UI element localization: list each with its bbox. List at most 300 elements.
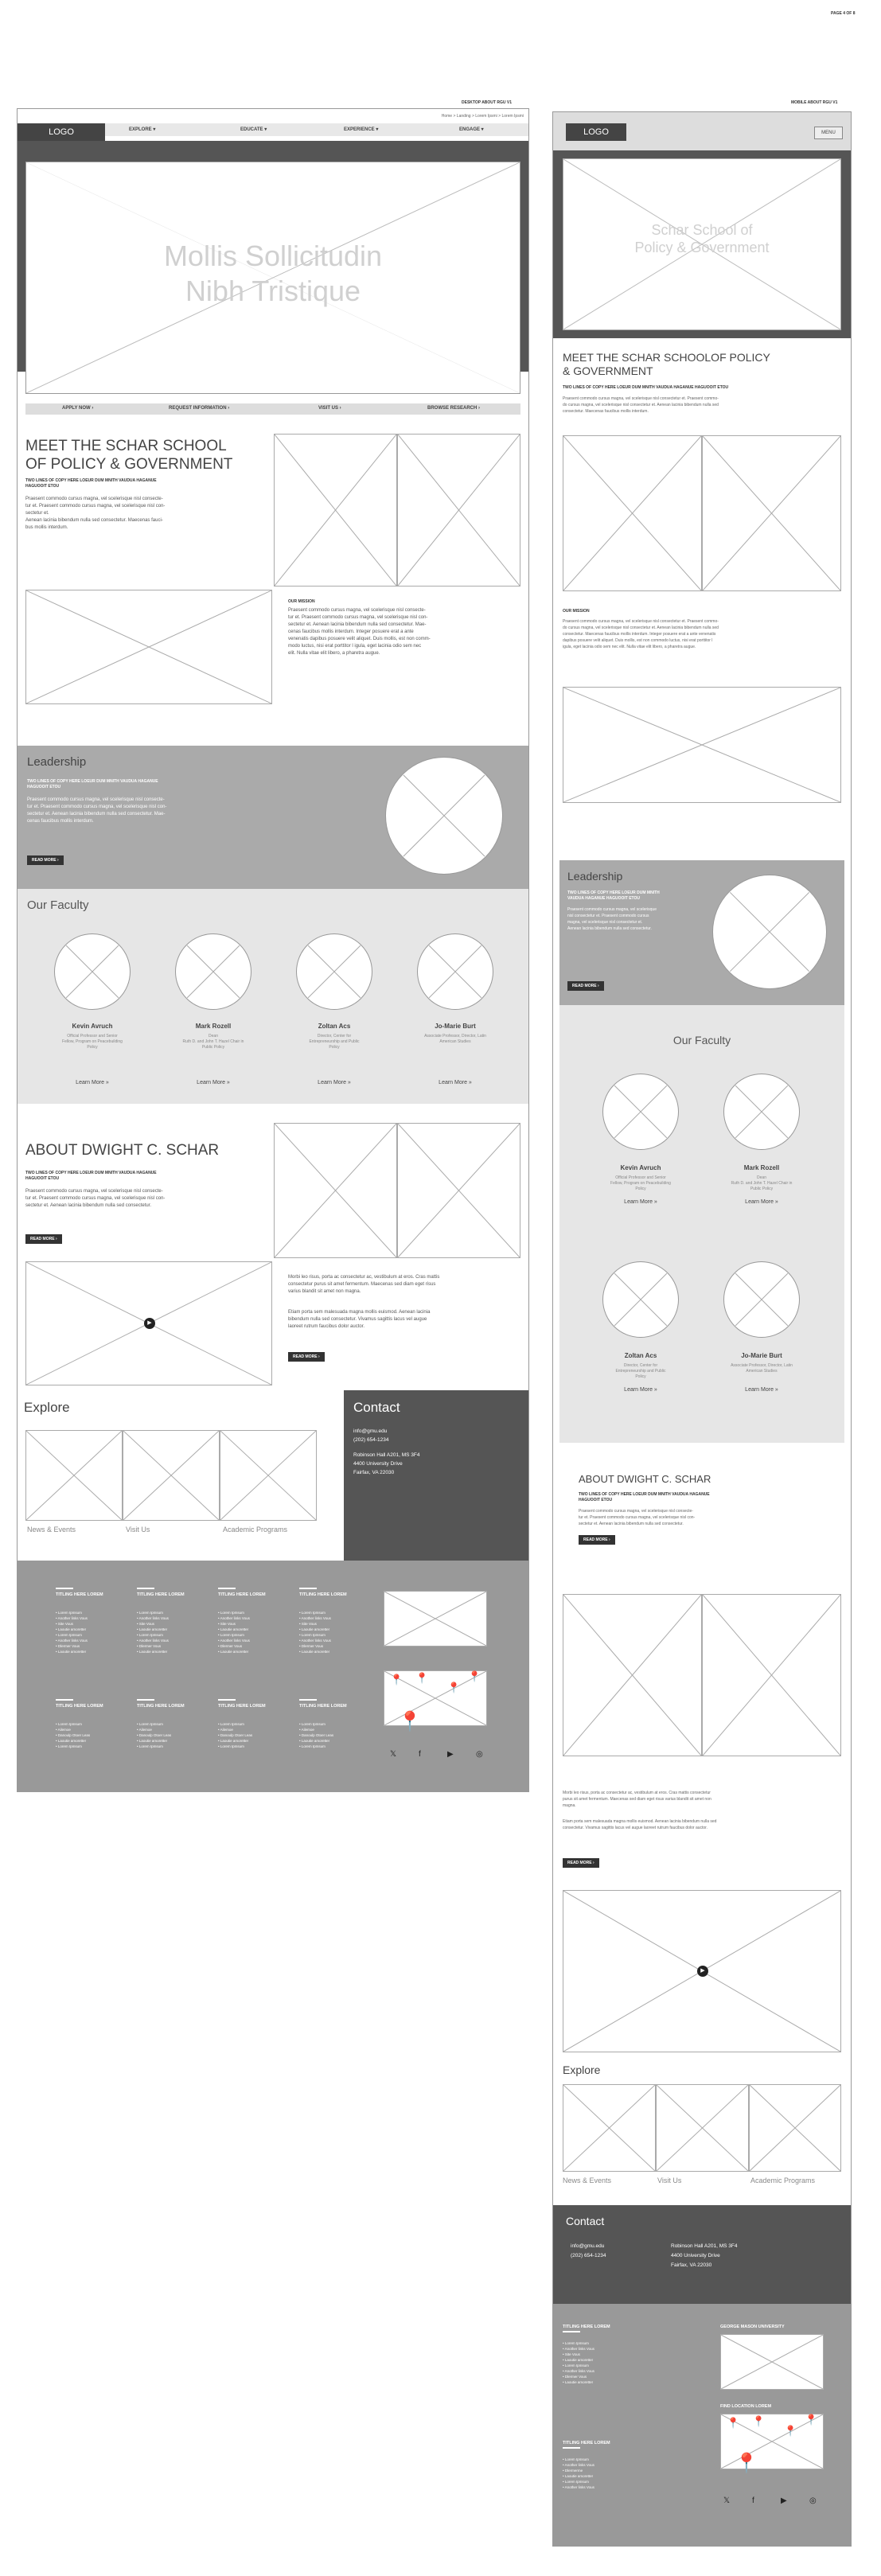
mobile-video[interactable] — [563, 1890, 841, 2052]
footer-column-title: TITLING HERE LOREM — [299, 1704, 347, 1709]
chevron-right-icon: › — [608, 1537, 610, 1542]
mobile-hero-line-2: Policy & Government — [634, 240, 770, 255]
footer-link[interactable]: • Ailemoe — [56, 1727, 103, 1732]
meet-image-1 — [274, 434, 397, 587]
footer-column-title: TITLING HERE LOREM — [137, 1592, 185, 1597]
read-more-label: READ MORE — [293, 1354, 318, 1359]
mobile-explore-news-link[interactable]: News & Events — [563, 2177, 612, 2184]
faculty-role-line: Ruth D. and John T. Hazel Chair in — [731, 1181, 793, 1186]
read-more-label: READ MORE — [32, 858, 57, 863]
faculty-role-line: Entrepreneurship and Public — [309, 1039, 360, 1044]
footer-link[interactable]: • Laoutie amoretter — [218, 1627, 266, 1632]
explore-news-link[interactable]: News & Events — [27, 1526, 76, 1534]
about-video[interactable] — [25, 1261, 272, 1385]
contact-phone[interactable]: (202) 654-1234 — [353, 1437, 389, 1443]
faculty-role-line: Dean — [757, 1175, 766, 1180]
footer-divider — [137, 1588, 154, 1589]
mobile-label: MOBILE ABOUT RGU V1 — [791, 100, 838, 105]
location-pin-icon: 📍 — [735, 2453, 758, 2474]
footer-link[interactable]: • Danoulp Otoer Leas — [56, 1732, 103, 1738]
footer-divider — [299, 1699, 317, 1701]
leadership-title: Leadership — [27, 755, 87, 769]
mobile-logo[interactable]: LOGO — [566, 123, 626, 141]
mobile-about-body-2: tur et. Praesent commodo cursus magna, vel scelerisque nisl con- — [579, 1515, 696, 1520]
mobile-leadership-read-more-button[interactable] — [567, 981, 604, 991]
mobile-meet-title-2: & GOVERNMENT — [563, 364, 653, 377]
faculty-role-line: Policy — [329, 1045, 340, 1050]
video-body-1: Morbi leo risus, porta ac consectetur ac, vestibulum at eros. Cras mattis — [288, 1275, 440, 1280]
faculty-role-line: Public Policy — [750, 1187, 774, 1191]
footer-link[interactable]: • Another links Vous — [299, 1615, 347, 1621]
desktop-frame — [17, 108, 529, 1792]
play-icon[interactable]: ▶ — [144, 1318, 155, 1329]
mission-body-2: tur et. Praesent commodo cursus magna, vel scelerisque nisl con- — [288, 615, 428, 620]
mobile-hero-image — [563, 158, 841, 330]
faculty-learn-more-link[interactable]: Learn More » — [745, 1387, 778, 1393]
faculty-role-line: Entrepreneurship and Public — [615, 1369, 666, 1374]
mobile-about-image-1 — [563, 1594, 702, 1756]
mobile-about-read-more-button[interactable] — [579, 1535, 615, 1545]
map-pin-icon: 📍 — [752, 2415, 766, 2427]
faculty-photo[interactable] — [723, 1074, 800, 1150]
footer-link[interactable]: • Laoutie amoretter — [563, 2357, 610, 2363]
video-body-6: laoreet rutrum faucibus dolor auctor. — [288, 1324, 365, 1329]
faculty-role-line: Fellow, Program on Peacebuilding — [610, 1181, 671, 1186]
contact-email[interactable]: info@gmu.edu — [353, 1428, 388, 1434]
mobile-leadership-title: Leadership — [567, 870, 623, 883]
footer-divider — [218, 1588, 236, 1589]
faculty-photo[interactable] — [602, 1074, 679, 1150]
footer-link[interactable]: • Lorem Ipmsum — [563, 2457, 610, 2462]
footer-link[interactable]: • Laoutie amoretter — [56, 1627, 103, 1632]
instagram-icon[interactable]: ◎ — [476, 1750, 483, 1759]
faculty-learn-more-link[interactable]: Learn More » — [624, 1199, 657, 1205]
twitter-icon[interactable]: 𝕏 — [723, 2496, 731, 2505]
footer-link[interactable]: • Lorem Ipmsum — [218, 1632, 266, 1638]
read-more-label: READ MORE — [567, 1861, 592, 1865]
footer-link[interactable]: • Laoutie amoretter — [218, 1738, 266, 1744]
contact-title: Contact — [353, 1400, 400, 1415]
about-read-more-button[interactable] — [25, 1234, 62, 1244]
meet-title-2: OF POLICY & GOVERNMENT — [25, 456, 233, 473]
footer-link[interactable]: • Lorem Ipmsum — [563, 2479, 610, 2484]
faculty-name: Jo-Marie Burt — [435, 1023, 476, 1030]
footer-link[interactable]: • Laoutie amoretter — [56, 1649, 103, 1654]
mobile-leadership-body-2: nisl consectetur et. Praesent commodo cursus — [567, 914, 649, 918]
footer-link[interactable]: • Another links Vous — [137, 1615, 185, 1621]
youtube-icon[interactable]: ▶ — [781, 2496, 787, 2505]
faculty-role-line: American Studies — [746, 1369, 778, 1374]
contact-address-3: Fairfax, VA 22030 — [353, 1470, 395, 1475]
footer-link[interactable]: • Laoutie amoretter — [137, 1738, 185, 1744]
footer-link[interactable]: • Lorem Ipmsum — [56, 1744, 103, 1749]
mobile-mission-body-3: consectetur. Maecenas faucibus mollis interdum. Integer posuere erat a ante venenatis — [563, 632, 716, 637]
faculty-photo[interactable] — [723, 1261, 800, 1338]
faculty-role-line: Policy — [87, 1045, 98, 1050]
footer-link[interactable]: • Another links Vous — [56, 1638, 103, 1643]
footer-link[interactable]: • Laoutie amoretter — [563, 2473, 610, 2479]
mobile-mission-body-5: igula, eget lacinia odio sem nec elit. Nulla vitae elit libero, a pharetra augue. — [563, 645, 696, 649]
footer-link[interactable]: • Lorem Ipmsum — [137, 1721, 185, 1727]
contact-address-1: Robinson Hall A201, MS 3F4 — [353, 1452, 420, 1458]
meet-sub-2: HAGUOOIT ETOU — [25, 484, 60, 489]
faculty-role-line: Official Professor and Senior — [615, 1175, 666, 1180]
mobile-mission-body-1: Praesent commodo cursus magna, vel scelerisque nisl consectetur et. Praesent commo- — [563, 619, 719, 624]
map-pin-icon: 📍 — [415, 1672, 429, 1684]
footer-link[interactable]: • Dlermer Vous — [218, 1643, 266, 1649]
footer-link[interactable]: • Danoulp Otoer Leas — [299, 1732, 347, 1738]
nav-experience[interactable]: EXPERIENCE ▾ — [344, 127, 379, 132]
video-body-4: Etiam porta sem malesuada magna mollis euismod. Aenean lacinia — [288, 1310, 431, 1315]
footer-link[interactable]: • Laoutie amoretter — [218, 1649, 266, 1654]
map-pin-icon: 📍 — [784, 2425, 797, 2437]
footer-link[interactable]: • Site Vous — [563, 2352, 610, 2357]
map-pin-icon: 📍 — [468, 1670, 481, 1682]
faculty-learn-more-link[interactable]: Learn More » — [745, 1199, 778, 1205]
footer-link[interactable]: • Another links Vous — [563, 2368, 610, 2374]
footer-link[interactable]: • Lorem Ipmsum — [299, 1721, 347, 1727]
mission-body-1: Praesent commodo cursus magna, vel scelerisque nisl consecte- — [288, 608, 426, 613]
mobile-explore-image-3[interactable] — [749, 2084, 841, 2172]
meet-image-2 — [397, 434, 520, 587]
footer-link[interactable]: • Lorem Ipmsum — [56, 1721, 103, 1727]
footer-link[interactable]: • Lorem Ipmsum — [218, 1610, 266, 1615]
footer-link[interactable]: • Another links Vous — [299, 1638, 347, 1643]
leadership-read-more-button[interactable] — [27, 855, 64, 865]
faculty-photo[interactable] — [175, 933, 251, 1010]
mobile-meet-body-1: Praesent commodo cursus magna, vel scelerisque nisl consectetur et. Praesent commo- — [563, 396, 719, 401]
footer-link[interactable]: • Another links Vous — [563, 2462, 610, 2468]
faculty-name: Zoltan Acs — [318, 1023, 351, 1030]
mobile-contact-email[interactable]: info@gmu.edu — [571, 2243, 605, 2249]
chevron-right-icon: › — [592, 1861, 594, 1865]
faculty-role-line: Policy — [635, 1374, 646, 1379]
footer-link[interactable]: • Dlermer Vous — [137, 1643, 185, 1649]
footer-column-title: TITLING HERE LOREM — [137, 1704, 185, 1709]
footer-link[interactable]: • Laoutie amoretter — [563, 2379, 610, 2385]
mobile-hero-line-1: Schar School of — [651, 222, 753, 238]
footer-link[interactable]: • Lorem Ipmsum — [563, 2340, 610, 2346]
map-pin-icon: 📍 — [727, 2417, 740, 2429]
mobile-frame — [552, 111, 852, 2547]
mobile-video-body-2: purus sit amet fermentum. Maecenas sed diam eget risus varius blandit sit amet non — [563, 1797, 711, 1802]
mobile-video-body-4: Etiam porta sem malesuada magna mollis euismod. Aenean lacinia bibendum nulla sed — [563, 1819, 717, 1824]
mobile-video-body-3: magna. — [563, 1803, 576, 1808]
footer-link[interactable]: • Site Vous — [218, 1621, 266, 1627]
mission-body-6: modo luctus, nisi erat porttitor l igula, eget lacinia odio sem nec — [288, 644, 422, 649]
mission-title: OUR MISSION — [288, 599, 315, 604]
map-pin-icon: 📍 — [447, 1682, 461, 1693]
mobile-explore-visit-link[interactable]: Visit Us — [657, 2177, 682, 2184]
mobile-contact-address-2: 4400 University Drive — [671, 2253, 720, 2258]
instagram-icon[interactable]: ◎ — [809, 2496, 817, 2505]
browse-research-link[interactable]: BROWSE RESEARCH › — [427, 406, 481, 411]
footer-link[interactable]: • Danoulp Otoer Leas — [218, 1732, 266, 1738]
mobile-explore-image-1[interactable] — [563, 2084, 656, 2172]
footer-divider — [56, 1588, 73, 1589]
faculty-role-line: American Studies — [439, 1039, 471, 1044]
faculty-role-line: Public Policy — [201, 1045, 225, 1050]
about-image-1 — [274, 1123, 397, 1258]
faculty-learn-more-link[interactable]: Learn More » — [76, 1080, 109, 1085]
hero-image — [25, 162, 520, 394]
hero-line-1: Mollis Sollicitudin — [163, 240, 383, 272]
about-title: ABOUT DWIGHT C. SCHAR — [25, 1142, 220, 1159]
meet-body-3: sectetur et. — [25, 511, 49, 516]
contact-address-2: 4400 University Drive — [353, 1461, 403, 1467]
nav-explore[interactable]: EXPLORE ▾ — [129, 127, 156, 132]
faculty-photo[interactable] — [417, 933, 493, 1010]
footer-divider — [563, 2447, 580, 2449]
twitter-icon[interactable]: 𝕏 — [390, 1750, 397, 1759]
mobile-leadership-photo — [712, 875, 827, 989]
play-icon[interactable]: ▶ — [697, 1966, 708, 1977]
mobile-contact-title: Contact — [566, 2215, 605, 2227]
footer-link[interactable]: • Lorem Ipmsum — [56, 1632, 103, 1638]
mobile-faculty-title: Our Faculty — [672, 1034, 731, 1046]
mobile-leadership-body-1: Praesent commodo cursus magna, vel scelerisque — [567, 907, 657, 912]
footer-link[interactable]: • Another links Vous — [563, 2484, 610, 2490]
mobile-explore-programs-link[interactable]: Academic Programs — [750, 2177, 816, 2184]
faculty-learn-more-link[interactable]: Learn More » — [624, 1387, 657, 1393]
explore-image-2[interactable] — [123, 1430, 220, 1521]
explore-image-3[interactable] — [220, 1430, 317, 1521]
footer-link[interactable]: • Laoutie amoretter — [299, 1627, 347, 1632]
footer-link[interactable]: • Lorem Ipmsum — [218, 1721, 266, 1727]
nav-engage[interactable]: ENGAGE ▾ — [459, 127, 484, 132]
explore-programs-link[interactable]: Academic Programs — [223, 1526, 288, 1534]
footer-column-title: TITLING HERE LOREM — [56, 1592, 103, 1597]
faculty-role-line: Director, Center for — [317, 1034, 352, 1039]
faculty-name: Jo-Marie Burt — [741, 1352, 782, 1359]
faculty-name: Mark Rozell — [743, 1164, 780, 1171]
footer-link[interactable]: • Lorem Ipmsum — [56, 1610, 103, 1615]
contact-spacer — [353, 1444, 419, 1451]
about-body-3: sectetur et. Aenean lacinia bibendum nulla sed consectetur. — [25, 1203, 152, 1208]
faculty-role-line: Policy — [635, 1187, 646, 1191]
video-body-5: bibendum nulla sed consectetur. Vivamus sagittis lacus vel augue — [288, 1317, 427, 1322]
footer-column-title: TITLING HERE LOREM — [56, 1704, 103, 1709]
mobile-meet-body-3: consectetur. Maecenas faucibus mollis interdum. — [563, 409, 649, 414]
footer-divider — [137, 1699, 154, 1701]
request-info-link[interactable]: REQUEST INFORMATION › — [169, 406, 230, 411]
video-body-3: varius blandit sit amet non magna. — [288, 1289, 361, 1294]
visit-us-link[interactable]: VISIT US › — [318, 406, 341, 411]
mission-body-7: elit. Nulla vitae elit libero, a pharetra augue. — [288, 651, 380, 656]
footer-column-title: TITLING HERE LOREM — [218, 1592, 266, 1597]
footer-link[interactable]: • Lorem Ipmsum — [137, 1610, 185, 1615]
mobile-leadership-body-3: magna, vel scelerisque nisl consectetur et. — [567, 920, 643, 925]
faculty-role-line: Associate Professor, Director, Latin — [424, 1034, 486, 1039]
footer-link[interactable]: • Ailemoe — [299, 1727, 347, 1732]
facebook-icon[interactable]: f — [419, 1750, 421, 1759]
faculty-name: Kevin Avruch — [72, 1023, 113, 1030]
footer-image — [384, 1591, 487, 1647]
footer-link[interactable]: • Laoutie amoretter — [299, 1649, 347, 1654]
mobile-video-body-5: consectetur. Vivamus sagittis lacus vel augue laoreet rutrum faucibus dolor auctor. — [563, 1826, 708, 1830]
mobile-contact-address-1: Robinson Hall A201, MS 3F4 — [671, 2243, 738, 2249]
faculty-role-line: Official Professor and Senior — [67, 1034, 118, 1039]
mobile-mission-image — [563, 687, 841, 803]
leadership-sub-1: TWO LINES OF COPY HERE LOEUR DUM MNITH VAUDUA HAGANUE — [27, 779, 158, 784]
breadcrumb[interactable]: Home > Landing > Lorem Ipsmi > Lorem Ipsmi — [441, 114, 524, 119]
map-pin-icon: 📍 — [390, 1674, 403, 1686]
read-more-label: READ MORE — [583, 1537, 608, 1542]
footer-link[interactable]: • Dlermer Vous — [56, 1643, 103, 1649]
about-body-2: tur et. Praesent commodo cursus magna, vel scelerisque nisl con- — [25, 1196, 166, 1201]
mobile-footer-column-title: TITLING HERE LOREM — [563, 2325, 610, 2329]
faculty-role-line: Dean — [209, 1034, 218, 1039]
youtube-icon[interactable]: ▶ — [447, 1750, 454, 1759]
footer-link[interactable]: • Laoutie amoretter — [137, 1649, 185, 1654]
chevron-right-icon: › — [55, 1237, 57, 1241]
footer-link[interactable]: • Another links Vous — [563, 2346, 610, 2352]
about-image-2 — [397, 1123, 520, 1258]
leadership-photo — [385, 757, 503, 875]
faculty-role-line: Ruth D. and John T. Hazel Chair in — [182, 1039, 244, 1044]
menu-button[interactable]: MENU — [814, 127, 843, 139]
footer-link[interactable]: • Dlermer Vous — [563, 2374, 610, 2379]
faculty-name: Mark Rozell — [195, 1023, 232, 1030]
mobile-about-image-2 — [702, 1594, 841, 1756]
footer-link[interactable]: • Laoutie amoretter — [299, 1738, 347, 1744]
video-body-2: consectetur purus sit amet fermentum. Maecenas sed diam eget risus — [288, 1282, 436, 1287]
footer-link[interactable]: • Dlermerme — [563, 2468, 610, 2473]
faculty-learn-more-link[interactable]: Learn More » — [439, 1080, 472, 1085]
mobile-explore-title: Explore — [563, 2064, 601, 2076]
hero-line-2: Nibh Tristique — [185, 275, 361, 307]
faculty-photo[interactable] — [602, 1261, 679, 1338]
read-more-label: READ MORE — [30, 1237, 55, 1241]
mobile-meet-body-2: do cursus magna, vel scelerisque nisl consectetur et. Aenean lacinia bibendum nulla sed — [563, 403, 719, 407]
footer-link[interactable]: • Lorem Ipmsum — [299, 1610, 347, 1615]
footer-link[interactable]: • Lorem Ipmsum — [137, 1632, 185, 1638]
mobile-contact-phone[interactable]: (202) 654-1234 — [571, 2253, 606, 2258]
footer-link[interactable]: • Site Vous — [56, 1621, 103, 1627]
faculty-learn-more-link[interactable]: Learn More » — [197, 1080, 230, 1085]
footer-divider — [56, 1699, 73, 1701]
footer-link[interactable]: • Site Vous — [137, 1621, 185, 1627]
map-pin-icon: 📍 — [805, 2414, 818, 2426]
faculty-name: Kevin Avruch — [620, 1164, 661, 1171]
mobile-meet-title-1: MEET THE SCHAR SCHOOLOF POLICY — [563, 351, 770, 364]
mission-body-4: cenas faucibus mollis interdum. Integer posuere erat a ante — [288, 629, 414, 634]
footer-link[interactable]: • Another links Vous — [218, 1615, 266, 1621]
apply-now-link[interactable]: APPLY NOW › — [62, 406, 94, 411]
faculty-role-line: Fellow, Program on Peacebuilding — [62, 1039, 123, 1044]
footer-divider — [299, 1588, 317, 1589]
faculty-photo[interactable] — [296, 933, 372, 1010]
mobile-meet-image-1 — [563, 435, 702, 591]
mobile-about-title: ABOUT DWIGHT C. SCHAR — [579, 1473, 711, 1485]
footer-link[interactable]: • Danoulp Otoer Leas — [137, 1732, 185, 1738]
leadership-sub-2: HAGUOOIT ETOU — [27, 785, 61, 789]
footer-link[interactable]: • Site Vous — [299, 1621, 347, 1627]
footer-link[interactable]: • Lorem Ipmsum — [137, 1744, 185, 1749]
footer-link[interactable]: • Another links Vous — [218, 1638, 266, 1643]
footer-link[interactable]: • Laoutie amoretter — [56, 1738, 103, 1744]
meet-body-2: tur et. Praesent commodo cursus magna, vel scelerisque nisl con- — [25, 504, 166, 509]
chevron-right-icon: › — [318, 1354, 320, 1359]
meet-title-1: MEET THE SCHAR SCHOOL — [25, 438, 227, 454]
mission-body-5: venenatis dapibus posuere velit aliquet. Duis mollis, est non comm- — [288, 637, 431, 641]
mobile-about-sub-2: HAGUOOIT ETOU — [579, 1498, 613, 1502]
footer-link[interactable]: • Ailemoe — [137, 1727, 185, 1732]
mobile-footer-column-title: TITLING HERE LOREM — [563, 2441, 610, 2445]
explore-visit-link[interactable]: Visit Us — [126, 1526, 150, 1534]
mobile-footer-map-title: FIND LOCATION LOREM — [720, 2404, 772, 2409]
footer-link[interactable]: • Lorem Ipmsum — [563, 2363, 610, 2368]
logo[interactable]: LOGO — [18, 123, 105, 141]
about-sub-2: HAGUOOIT ETOU — [25, 1176, 60, 1181]
mobile-meet-sub: TWO LINES OF COPY HERE LOEUR DUM MNITH VAUDUA HAGANUE HAGUOOIT ETOU — [563, 385, 729, 390]
mobile-mission-body-4: dapibus posuere velit aliquet. Duis mollis, est non commodo luctus, nisi erat porttitor l — [563, 638, 713, 643]
meet-sub-1: TWO LINES OF COPY HERE LOEUR DUM MNITH VAUDUA HAGANUE — [25, 478, 157, 483]
footer-link[interactable]: • Another links Vous — [137, 1638, 185, 1643]
footer-divider — [563, 2331, 580, 2332]
faculty-role-line: Associate Professor, Director, Latin — [731, 1363, 793, 1368]
leadership-body-3: sectetur et. Aenean lacinia bibendum nulla sed consectetur. Mae- — [27, 812, 166, 816]
footer-link[interactable]: • Dlermer Vous — [299, 1643, 347, 1649]
mobile-footer-image — [720, 2334, 824, 2390]
facebook-icon[interactable]: f — [752, 2496, 754, 2505]
footer-link[interactable]: • Another links Vous — [56, 1615, 103, 1621]
footer-link[interactable]: • Laoutie amoretter — [137, 1627, 185, 1632]
mobile-video-read-more-button[interactable] — [563, 1858, 599, 1868]
footer-column-title: TITLING HERE LOREM — [218, 1704, 266, 1709]
faculty-role-line: Director, Center for — [623, 1363, 658, 1368]
faculty-name: Zoltan Acs — [624, 1352, 657, 1359]
location-pin-icon: 📍 — [398, 1711, 422, 1732]
mobile-leadership-sub-2: VAUDUA HAGANUE HAGUOOIT ETOU — [567, 896, 641, 901]
footer-column-title: TITLING HERE LOREM — [299, 1592, 347, 1597]
explore-image-1[interactable] — [25, 1430, 123, 1521]
faculty-title: Our Faculty — [27, 898, 89, 912]
meet-body-5: bus mollis interdum. — [25, 525, 68, 530]
footer-divider — [218, 1699, 236, 1701]
mobile-explore-image-2[interactable] — [656, 2084, 749, 2172]
chevron-right-icon: › — [597, 984, 599, 988]
meet-body-1: Praesent commodo cursus magna, vel scelerisque nisl consecte- — [25, 497, 163, 501]
meet-body-4: Aenean lacinia bibendum nulla sed consectetur. Maecenas fauci- — [25, 518, 163, 523]
video-read-more-button[interactable] — [288, 1352, 325, 1362]
footer-link[interactable]: • Ailemoe — [218, 1727, 266, 1732]
mission-body-3: sectetur et. Aenean lacinia bibendum nulla sed consectetur. Mae- — [288, 622, 427, 627]
mobile-about-body-1: Praesent commodo cursus magna, vel scelerisque nisl consecte- — [579, 1509, 693, 1514]
mobile-mission-title: OUR MISSION — [563, 609, 590, 614]
footer-link[interactable]: • Lorem Ipmsum — [299, 1632, 347, 1638]
about-body-1: Praesent commodo cursus magna, vel scelerisque nisl consecte- — [25, 1189, 163, 1194]
meet-image-3 — [25, 590, 272, 704]
mobile-footer-right-title: GEORGE MASON UNIVERSITY — [720, 2325, 785, 2329]
nav-educate[interactable]: EDUCATE ▾ — [240, 127, 267, 132]
page-label: PAGE 4 OF 8 — [831, 11, 856, 16]
footer-link[interactable]: • Lorem Ipmsum — [299, 1744, 347, 1749]
read-more-label: READ MORE — [572, 984, 597, 988]
mobile-meet-image-2 — [702, 435, 841, 591]
leadership-body-1: Praesent commodo cursus magna, vel scelerisque nisl consecte- — [27, 797, 165, 802]
mobile-about-body-3: sectetur et. Aenean lacinia bibendum nulla sed consectetur. — [579, 1522, 684, 1526]
leadership-body-2: tur et. Praesent commodo cursus magna, vel scelerisque nisl con- — [27, 805, 167, 809]
leadership-body-4: cenas faucibus mollis interdum. — [27, 819, 94, 824]
footer-link[interactable]: • Lorem Ipmsum — [218, 1744, 266, 1749]
mobile-leadership-body-4: Aenean lacinia bibendum nulla sed consectetur. — [567, 926, 652, 931]
mobile-leadership-sub-1: TWO LINES OF COPY HERE LOEUR DUM MNITH — [567, 890, 660, 895]
faculty-photo[interactable] — [54, 933, 131, 1010]
mobile-mission-body-2: do cursus magna, vel scelerisque nisl consectetur et. Aenean lacinia bibendum nulla sed — [563, 625, 719, 630]
faculty-learn-more-link[interactable]: Learn More » — [318, 1080, 351, 1085]
about-sub-1: TWO LINES OF COPY HERE LOEUR DUM MNITH VAUDUA HAGANUE — [25, 1171, 157, 1175]
